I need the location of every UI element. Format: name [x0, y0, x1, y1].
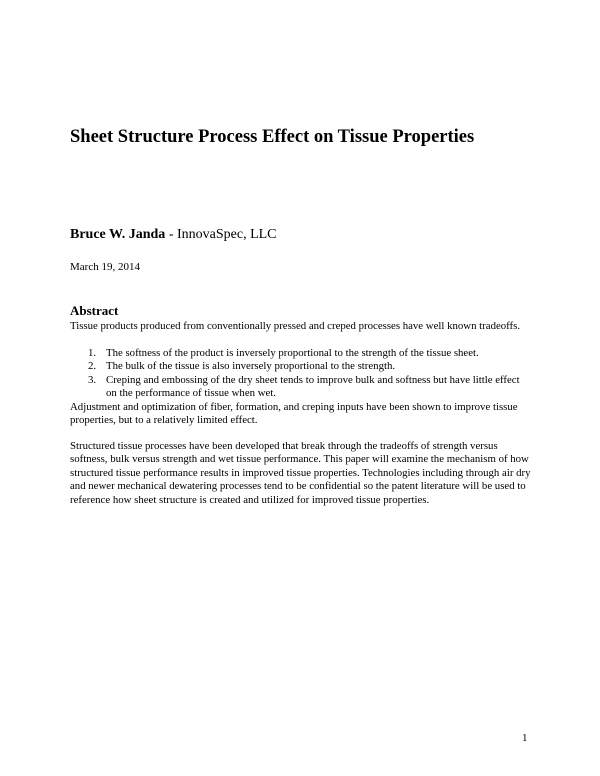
list-item	[70, 347, 532, 360]
list-item-text: Creping and embossing of the dry sheet tends to improve bulk and softness but have little effect on the performance of tissue when wet.	[106, 373, 520, 400]
list-item	[70, 360, 532, 373]
list-item-text: The softness of the product is inversely proportional to the strength of the tissue sheet.	[106, 347, 479, 359]
paper-title: Sheet Structure Process Effect on Tissue Properties	[70, 127, 475, 147]
author-affiliation: - InnovaSpec, LLC	[165, 227, 277, 242]
list-item-number: 1.	[88, 347, 97, 359]
abstract-paragraph-2: Structured tissue processes have been developed that break through the tradeoffs of strength versus softness, bulk versus strength and wet tissue performance. This paper will examine the mechanism of how structured tissue performance results in improved tissue properties. Technologies including through air dry and newer mechanical dewatering processes tend to be confidential so the patent literature will be used to reference how sheet structure is created and utilized for improved tissue properties.	[70, 440, 531, 506]
abstract-heading: Abstract	[70, 303, 119, 318]
abstract-adjustment: Adjustment and optimization of fiber, formation, and creping inputs have been shown to improve tissue properties, but to a relatively limited effect.	[70, 401, 518, 427]
author-name: Bruce W. Janda	[70, 227, 166, 242]
abstract-intro: Tissue products produced from conventionally pressed and creped processes have well known tradeoffs.	[70, 320, 521, 332]
list-item	[70, 374, 532, 401]
paper-date: March 19, 2014	[70, 261, 140, 273]
list-item-text: The bulk of the tissue is also inversely proportional to the strength.	[106, 360, 396, 373]
page-number: 1	[522, 732, 528, 744]
author-line	[70, 226, 277, 244]
tradeoffs-list	[70, 347, 532, 401]
list-item-number: 3.	[88, 373, 97, 386]
list-item-number: 2.	[88, 360, 97, 373]
